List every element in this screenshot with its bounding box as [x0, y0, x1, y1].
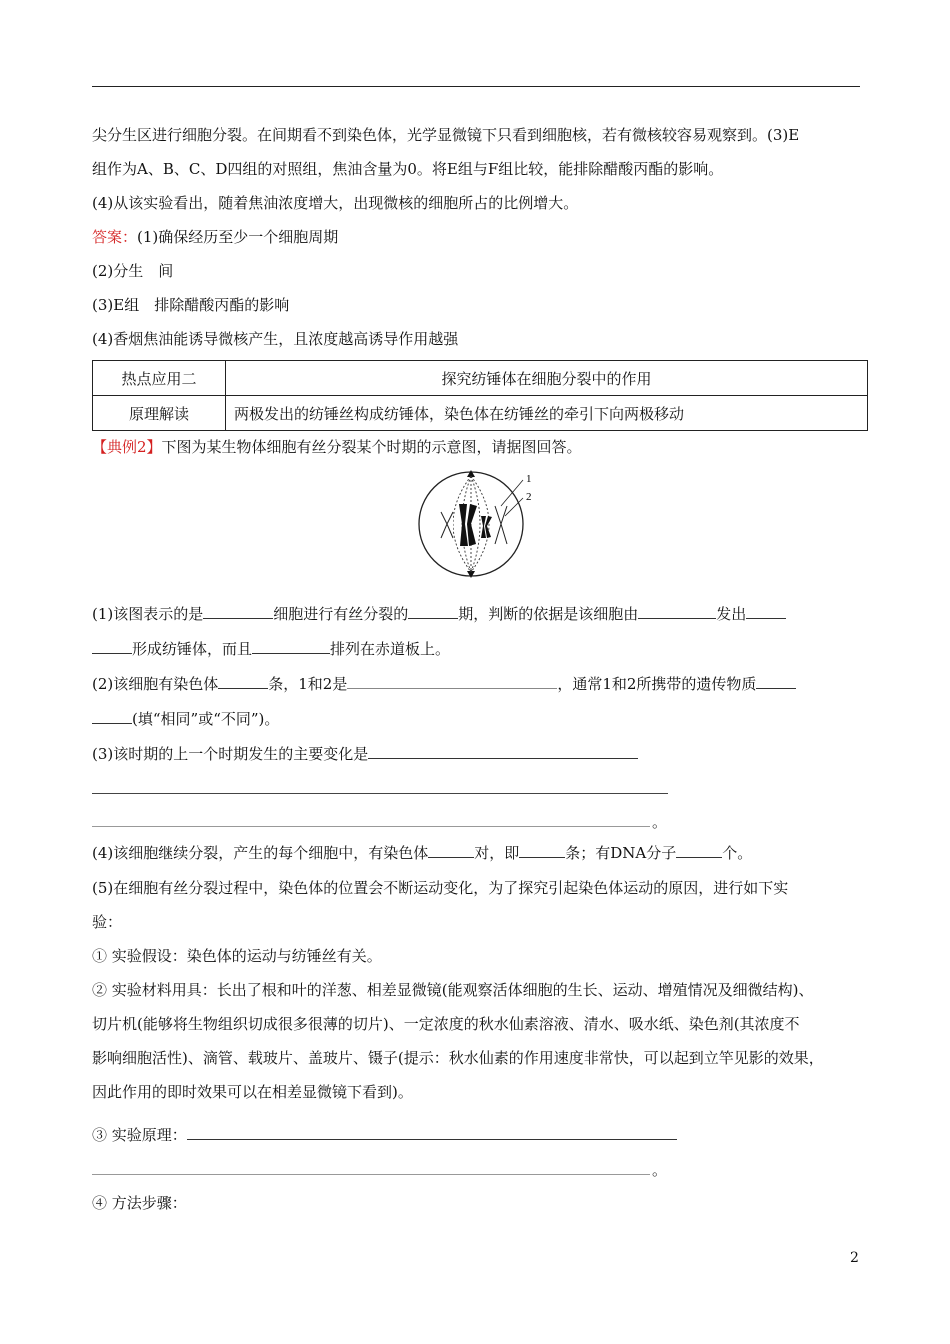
question-text: (填“相同”或“不同”)。: [132, 710, 280, 728]
period-mark: 。: [652, 1161, 668, 1179]
question-line: ① 实验假设：染色体的运动与纺锤丝有关。: [92, 947, 382, 965]
example-tag: 【典例2】: [92, 438, 162, 456]
question-line: [92, 708, 872, 730]
answer-blank[interactable]: [676, 843, 722, 858]
answer-line: (4)香烟焦油能诱导微核产生，且浓度越高诱导作用越强: [92, 330, 459, 348]
question-text: 排列在赤道板上。: [330, 640, 451, 658]
question-text: 发出: [716, 605, 747, 623]
example-text: 下图为某生物体细胞有丝分裂某个时期的示意图，请据图回答。: [161, 438, 582, 456]
answer-line: [92, 226, 872, 248]
header-rule: [92, 86, 860, 87]
answer-line: (2)分生 间: [92, 262, 174, 280]
question-line: 切片机(能够将生物组织切成很多很薄的切片)、一定浓度的秋水仙素溶液、清水、吸水纸、染色剂(其浓度不: [92, 1015, 800, 1033]
question-text: 对，即: [474, 844, 520, 862]
question-text: 形成纺锤体，而且: [132, 640, 253, 658]
question-line: 影响细胞活性)、滴管、载玻片、盖玻片、镊子(提示：秋水仙素的作用速度非常快，可以起到立竿见影的效果，: [92, 1049, 824, 1067]
hotspot-table: [92, 360, 868, 431]
chromosome-dark-1: [459, 504, 477, 546]
answer-blank[interactable]: [252, 639, 330, 654]
question-line: [92, 603, 872, 625]
answer-line-blank[interactable]: [92, 1174, 650, 1175]
question-line: [92, 673, 872, 695]
question-line: 验：: [92, 913, 123, 931]
question-line: [92, 1124, 872, 1146]
answer-blank[interactable]: [428, 843, 474, 858]
answer-line: (3)E组 排除醋酸丙酯的影响: [92, 296, 290, 314]
question-text: 细胞进行有丝分裂的: [273, 605, 409, 623]
text-line: 尖分生区进行细胞分裂。在间期看不到染色体，光学显微镜下只看到细胞核，若有微核较容易观察到。(3)E: [92, 126, 800, 144]
table-cell: 原理解读: [93, 396, 226, 431]
centriole-bottom: [467, 571, 475, 578]
table-row: [93, 361, 868, 396]
question-text: 个。: [722, 844, 753, 862]
answer-blank[interactable]: [756, 674, 796, 689]
chromosome-dark-2: [481, 516, 492, 538]
question-text: ③ 实验原理：: [92, 1126, 187, 1144]
question-text: (2)该细胞有染色体: [92, 675, 219, 693]
answer-text: (1)确保经历至少一个细胞周期: [137, 228, 339, 246]
text-line: 组作为A、B、C、D四组的对照组，焦油含量为0。将E组与F组比较，能排除醋酸丙酯的影响。: [92, 160, 724, 178]
example-line: [92, 436, 872, 458]
answer-label: 答案：: [92, 228, 138, 246]
chromosome-left: [441, 512, 453, 538]
answer-blank[interactable]: [519, 843, 565, 858]
answer-blank[interactable]: [218, 674, 268, 689]
question-text: 期，判断的依据是该细胞由: [458, 605, 639, 623]
answer-blank[interactable]: [408, 604, 458, 619]
answer-blank[interactable]: [203, 604, 273, 619]
page-number: 2: [850, 1250, 859, 1266]
answer-line-blank[interactable]: [92, 793, 668, 794]
period-mark: 。: [652, 813, 668, 831]
question-line: [92, 743, 872, 765]
answer-blank[interactable]: [347, 674, 557, 689]
table-cell: 热点应用二: [93, 361, 226, 396]
answer-blank[interactable]: [638, 604, 716, 619]
answer-blank[interactable]: [92, 709, 132, 724]
question-line: 因此作用的即时效果可以在相差显微镜下看到)。: [92, 1083, 413, 1101]
chromosome-right: [495, 506, 507, 544]
mitosis-figure: [415, 466, 545, 584]
question-line: [92, 638, 872, 660]
centriole-top: [467, 470, 475, 477]
answer-blank[interactable]: [746, 604, 786, 619]
question-line: [92, 842, 872, 864]
figure-label-2: 2: [526, 491, 532, 503]
table-row: [93, 396, 868, 431]
question-text: (1)该图表示的是: [92, 605, 204, 623]
question-line: ② 实验材料用具：长出了根和叶的洋葱、相差显微镜(能观察活体细胞的生长、运动、增殖情况及细微结构)、: [92, 981, 814, 999]
question-line: (5)在细胞有丝分裂过程中，染色体的位置会不断运动变化，为了探究引起染色体运动的原因，进行如下实: [92, 879, 789, 897]
question-text: 条，1和2是: [268, 675, 348, 693]
answer-line-blank[interactable]: [92, 826, 650, 827]
table-cell: 探究纺锤体在细胞分裂中的作用: [226, 361, 868, 396]
answer-blank[interactable]: [187, 1125, 677, 1140]
question-text: 条；有DNA分子: [565, 844, 677, 862]
answer-blank[interactable]: [92, 639, 132, 654]
question-text: (4)该细胞继续分裂，产生的每个细胞中，有染色体: [92, 844, 429, 862]
answer-blank[interactable]: [368, 744, 638, 759]
figure-label-1: 1: [526, 473, 532, 485]
question-line: ④ 方法步骤：: [92, 1194, 187, 1212]
table-cell: 两极发出的纺锤丝构成纺锤体，染色体在纺锤丝的牵引下向两极移动: [226, 396, 868, 431]
question-text: ，通常1和2所携带的遗传物质: [557, 675, 757, 693]
text-line: (4)从该实验看出，随着焦油浓度增大，出现微核的细胞所占的比例增大。: [92, 194, 579, 212]
question-text: (3)该时期的上一个时期发生的主要变化是: [92, 745, 369, 763]
